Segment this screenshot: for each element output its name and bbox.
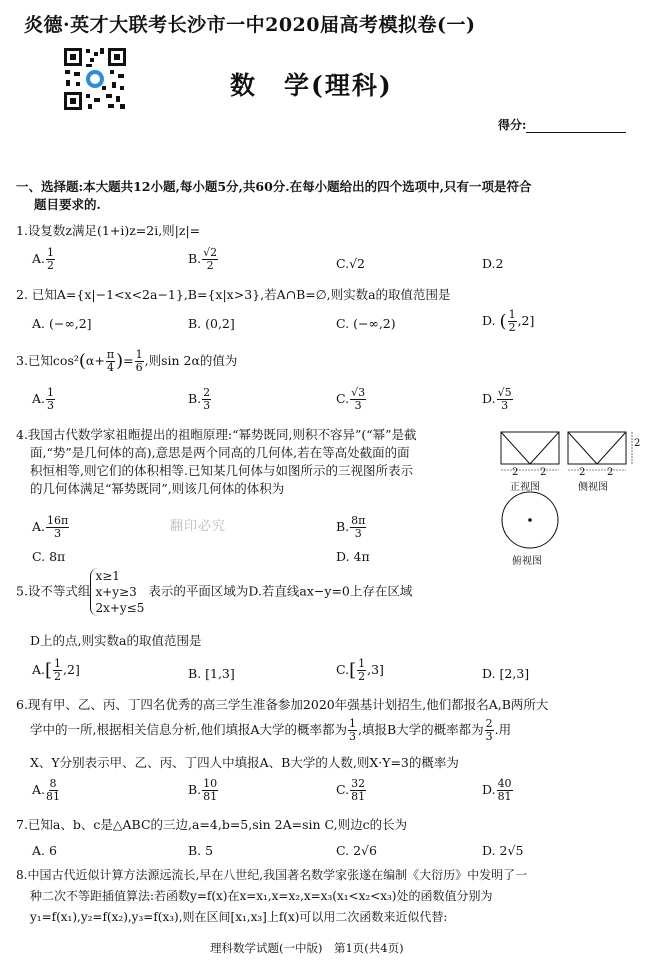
section-heading-line2: 题目要求的. <box>34 197 101 212</box>
section-heading <box>16 178 532 214</box>
q3-option-c: C. $\frac{√3}{3}$ <box>336 386 366 412</box>
exam-title: 炎德·英才大联考长沙市一中2020届高考模拟卷(一) <box>24 14 476 36</box>
section-heading-line1: 一、选择题:本大题共12小题,每小题5分,共60分.在每小题给出的四个选项中,只有一项是符合 <box>16 179 532 194</box>
q6-option-c: C. $\frac{32}{81}$ <box>336 777 366 803</box>
q3-option-a: A. $\frac{1}{3}$ <box>32 386 55 412</box>
q7-option-d: D. 2√5 <box>482 843 524 858</box>
front-view-label: 正视图 <box>510 482 540 493</box>
score-field <box>498 116 626 133</box>
side-view-diagram <box>568 432 632 470</box>
dim-label-2: 2 <box>540 467 547 478</box>
three-view-figure <box>496 430 642 566</box>
front-view-diagram <box>501 432 559 470</box>
dim-label-3: 2 <box>579 467 586 478</box>
q5-stem: 5.设不等式组 x≥1 x+y≥3 2x+y≤5 表示的平面区域为D.若直线ax−y=0上存在区域 <box>16 569 413 615</box>
q1-option-c: C.√2 <box>336 256 366 271</box>
q5-option-d: D. [2,3] <box>482 666 530 681</box>
q2-option-b: B. (0,2] <box>188 316 235 331</box>
top-view-label: 俯视图 <box>512 556 542 567</box>
q3-option-d: D. $\frac{√5}{3}$ <box>482 386 512 412</box>
q4-stem: 4.我国古代数学家祖暅提出的祖暅原理:“幂势既同,则积不容异”(“幂”是截 面,“势”是几何体的高),意思是两个同高的几何体,若在等高处截面的面 积恒相等,则它们的体积相等.已知某几何体与如图所示的三视图所表示 的几何体满足“幂势既同”,则该几何体的体积为 <box>16 427 417 496</box>
q7-option-a: A. 6 <box>32 843 57 858</box>
q6-option-b: B. $\frac{10}{81}$ <box>188 777 218 803</box>
score-blank[interactable] <box>526 120 626 133</box>
q2-stem: 2. 已知A={x|−1<x<2a−1},B={x|x>3},若A∩B=∅,则实数a的取值范围是 <box>16 287 451 302</box>
q4-option-c: C. 8π <box>32 549 66 564</box>
q1-option-a: A. $\frac{1}{2}$ <box>32 246 55 272</box>
q2-option-a: A. (−∞,2] <box>32 316 92 331</box>
q4-option-b: B. $\frac{8\pi}{3}$ <box>336 514 366 540</box>
q6-stem-line3: X、Y分别表示甲、乙、丙、丁四人中填报A、B大学的人数,则X·Y=3的概率为 <box>30 755 459 770</box>
q4-option-d: D. 4π <box>336 549 370 564</box>
qr-code-icon <box>62 46 128 112</box>
q1-option-d: D.2 <box>482 256 504 271</box>
q1-stem: 1.设复数z满足(1+i)z=2i,则|z|= <box>16 223 201 238</box>
subject-title: 数 学(理科) <box>230 71 393 100</box>
q3-option-b: B. $\frac{2}{3}$ <box>188 386 211 412</box>
watermark: 翻印必究 <box>170 519 227 534</box>
score-label: 得分: <box>498 118 527 132</box>
q5-stem-line2: D上的点,则实数a的取值范围是 <box>30 633 202 648</box>
q6-option-d: D. $\frac{40}{81}$ <box>482 777 512 803</box>
dim-label-height: 2 <box>634 438 641 449</box>
q7-option-c: C. 2√6 <box>336 843 377 858</box>
side-view-label: 侧视图 <box>578 482 608 493</box>
dim-label-4: 2 <box>607 467 614 478</box>
q5-option-c: C.[ $\frac{1}{2}$ ,3] <box>336 657 384 683</box>
q3-stem: 3.已知cos²(α+ $\frac{\pi}{4}$ )= $\frac{1}{6}$ ,则sin 2α的值为 <box>16 348 238 374</box>
dim-label-1: 2 <box>512 467 519 478</box>
q5-option-a: A.[ $\frac{1}{2}$ ,2] <box>32 657 80 683</box>
q5-option-b: B. [1,3] <box>188 666 235 681</box>
q2-option-c: C. (−∞,2) <box>336 316 396 331</box>
q7-option-b: B. 5 <box>188 843 214 858</box>
page-footer: 理科数学试题(一中版) 第1页(共4页) <box>210 941 404 955</box>
q2-option-d: D. ( $\frac{1}{2}$ ,2] <box>482 308 535 334</box>
q6-option-a: A. $\frac{8}{81}$ <box>32 777 61 803</box>
q6-stem-line1: 6.现有甲、乙、丙、丁四名优秀的高三学生准备参加2020年强基计划招生,他们都报名A,B两所大 <box>16 697 549 712</box>
q4-option-a: A. $\frac{16\pi}{3}$ <box>32 514 69 540</box>
q1-option-b: B. $\frac{√2}{2}$ <box>188 246 218 272</box>
top-view-diagram <box>502 492 558 548</box>
q8-stem: 8.中国古代近似计算方法源远流长,早在八世纪,我国著名数学家张遂在编制《大衍历》中发明了一 种二次不等距插值算法:若函数y=f(x)在x=x₁,x=x₂,x=x₃(x₁<x₂<x₃)处的函数值分别为 y₁=f(x₁),y₂=f(x₂),y₃=f(x₃),则在区间[x₁,x₃]上f(x)可以用二次函数来近似代替: <box>16 868 528 924</box>
q7-stem: 7.已知a、b、c是△ABC的三边,a=4,b=5,sin 2A=sin C,则边c的长为 <box>16 817 408 832</box>
q5-inequality-system: x≥1 x+y≥3 2x+y≤5 <box>90 568 144 616</box>
q6-stem-line2: 学中的一所,根据相关信息分析,他们填报A大学的概率都为 $\frac{1}{3}$ ,填报B大学的概率都为 $\frac{2}{3}$ .用 <box>30 717 512 743</box>
